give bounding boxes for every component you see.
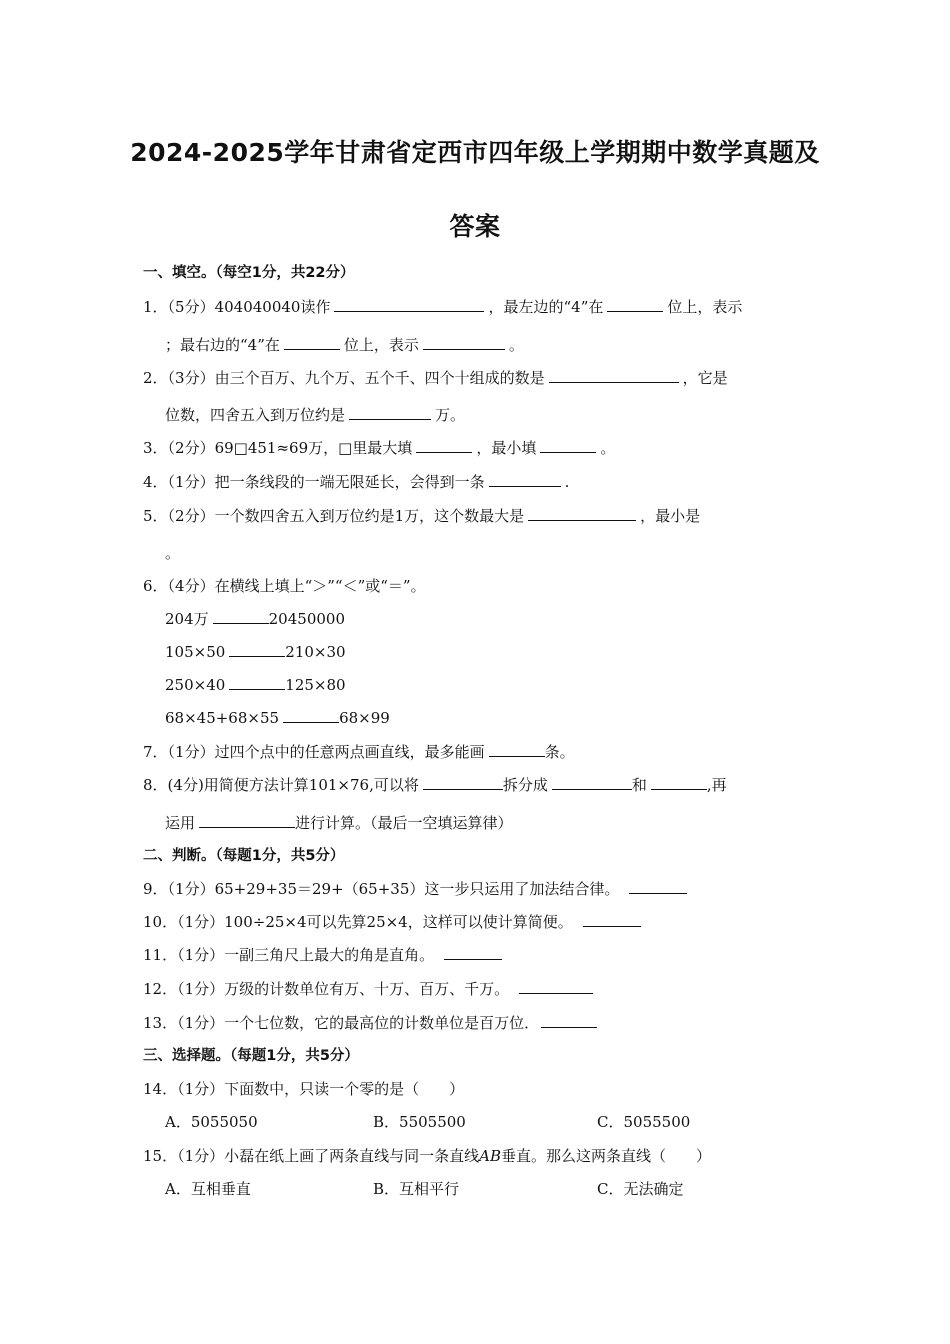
q8-blank-part-2[interactable] (651, 775, 707, 790)
q7-blank[interactable] (489, 742, 545, 757)
q12-blank[interactable] (519, 979, 593, 994)
question-5 (143, 506, 700, 526)
q1-blank-right-meaning[interactable] (423, 335, 505, 350)
q8-text-b: 拆分成 (502, 776, 548, 794)
q3-text-b: ，最小填 (476, 439, 537, 457)
q15-option-b[interactable]: B．互相平行 (373, 1180, 460, 1198)
q1-text-e: 位上，表示 (343, 336, 419, 354)
q12-text: 12．（1分）万级的计数单位有万、十万、百万、千万。 (143, 980, 510, 998)
question-9 (143, 879, 691, 899)
q6-r2-blank[interactable] (229, 642, 285, 657)
q9-text: 9．（1分）65+29+35＝29+（65+35）这一步只运用了加法结合律。 (143, 880, 620, 898)
question-2-line-1 (143, 368, 728, 388)
q1-blank-right-place[interactable] (284, 335, 340, 350)
q15-stem-b: 垂直。那么这两条直线（ ） (501, 1147, 712, 1165)
q7-text-a: 7．（1分）过四个点中的任意两点画直线，最多能画 (143, 743, 485, 761)
q2-text-c: 位数，四舍五入到万位约是 (165, 406, 346, 424)
q15-line-name: AB (479, 1147, 501, 1165)
q8-text-d: ,再 (706, 776, 727, 794)
page-title-line-2: 答案 (449, 212, 501, 241)
section-3-heading: 三、选择题。（每题1分，共5分） (143, 1048, 359, 1064)
q1-text-c: 位上，表示 (667, 298, 743, 316)
q13-text: 13．（1分）一个七位数，它的最高位的计数单位是百万位． (143, 1014, 540, 1032)
question-12 (143, 979, 597, 999)
q6-row-4 (165, 708, 390, 728)
question-6-stem: 6．（4分）在横线上填上“＞”“＜”或“＝”。 (143, 577, 426, 595)
question-13 (143, 1013, 601, 1033)
q3-blank-min[interactable] (540, 438, 596, 453)
question-1-line-2 (165, 335, 524, 355)
q4-blank[interactable] (489, 472, 561, 487)
q4-text-b: . (564, 473, 570, 491)
question-4 (143, 472, 569, 492)
q6-r4-right: 68×99 (339, 709, 390, 727)
q5-text-b: ，最小是 (640, 507, 701, 525)
q6-r2-right: 210×30 (285, 643, 346, 661)
question-14-stem: 14．（1分）下面数中，只读一个零的是（ ） (143, 1080, 465, 1098)
question-15-stem (143, 1146, 711, 1166)
q1-text-b: ，最左边的“4”在 (488, 298, 604, 316)
q10-text: 10．（1分）100÷25×4可以先算25×4，这样可以使计算简便。 (143, 913, 573, 931)
q6-r2-left: 105×50 (165, 643, 226, 661)
q6-r3-left: 250×40 (165, 676, 226, 694)
q7-text-b: 条。 (544, 743, 575, 761)
q1-blank-reading[interactable] (334, 297, 484, 312)
q6-row-3 (165, 675, 346, 695)
question-7 (143, 742, 575, 762)
q8-blank-part-1[interactable] (552, 775, 632, 790)
q8-text-a: 8．(4分)用简便方法计算101×76,可以将 (143, 776, 419, 794)
section-2-heading: 二、判断。（每题1分，共5分） (143, 848, 345, 864)
section-1-heading: 一、填空。（每空1分，共22分） (143, 265, 355, 281)
q3-text-a: 3．（2分）69□451≈69万，□里最大填 (143, 439, 413, 457)
q2-text-a: 2．（3分）由三个百万、九个万、五个千、四个十组成的数是 (143, 369, 545, 387)
q15-option-c[interactable]: C．无法确定 (597, 1180, 684, 1198)
q2-blank-number[interactable] (549, 368, 679, 383)
q8-blank-law[interactable] (199, 813, 295, 828)
q6-r1-left: 204万 (165, 610, 209, 628)
q2-blank-approx[interactable] (349, 405, 431, 420)
q1-blank-left-place[interactable] (607, 297, 663, 312)
q6-r4-blank[interactable] (283, 708, 339, 723)
q8-blank-split[interactable] (423, 775, 503, 790)
q6-r3-blank[interactable] (229, 675, 285, 690)
q6-row-1 (165, 609, 345, 629)
question-3 (143, 438, 615, 458)
q14-option-a[interactable]: A．5055050 (165, 1113, 258, 1131)
question-10 (143, 912, 645, 932)
q10-blank[interactable] (583, 912, 641, 927)
q9-blank[interactable] (629, 879, 687, 894)
question-11 (143, 945, 506, 965)
q6-r4-left: 68×45+68×55 (165, 709, 280, 727)
q6-r1-right: 20450000 (268, 610, 345, 628)
q15-option-a[interactable]: A．互相垂直 (165, 1180, 251, 1198)
q3-blank-max[interactable] (416, 438, 472, 453)
q8-text-e: 运用 (165, 814, 196, 832)
q4-text-a: 4．（1分）把一条线段的一端无限延长，会得到一条 (143, 473, 485, 491)
question-8-line-1 (143, 775, 727, 795)
q13-blank[interactable] (541, 1013, 597, 1028)
q5-blank-max[interactable] (528, 506, 636, 521)
q11-text: 11．（1分）一副三角尺上最大的角是直角。 (143, 946, 435, 964)
q1-text-f: 。 (508, 336, 524, 354)
q8-text-c: 和 (631, 776, 647, 794)
q1-text-d: ；最右边的“4”在 (165, 336, 280, 354)
q2-text-b: ，它是 (682, 369, 728, 387)
q3-text-c: 。 (600, 439, 616, 457)
q1-text-a: 1．（5分）404040040读作 (143, 298, 331, 316)
q14-option-c[interactable]: C．5055500 (597, 1113, 691, 1131)
q6-r1-blank[interactable] (213, 609, 269, 624)
q11-blank[interactable] (444, 945, 502, 960)
q6-r3-right: 125×80 (285, 676, 346, 694)
question-5-line-2: 。 (165, 544, 181, 562)
question-8-line-2 (165, 813, 513, 833)
q6-row-2 (165, 642, 346, 662)
question-1-line-1 (143, 297, 742, 317)
q15-stem-a: 15．（1分）小磊在纸上画了两条直线与同一条直线 (143, 1147, 480, 1165)
q2-text-d: 万。 (435, 406, 466, 424)
q14-option-b[interactable]: B．5505500 (373, 1113, 466, 1131)
q5-text-a: 5．（2分）一个数四舍五入到万位约是1万，这个数最大是 (143, 507, 525, 525)
page-title-line-1: 2024-2025学年甘肃省定西市四年级上学期期中数学真题及 (130, 138, 820, 167)
q8-text-f: 进行计算。（最后一空填运算律） (295, 814, 513, 832)
question-2-line-2 (165, 405, 465, 425)
